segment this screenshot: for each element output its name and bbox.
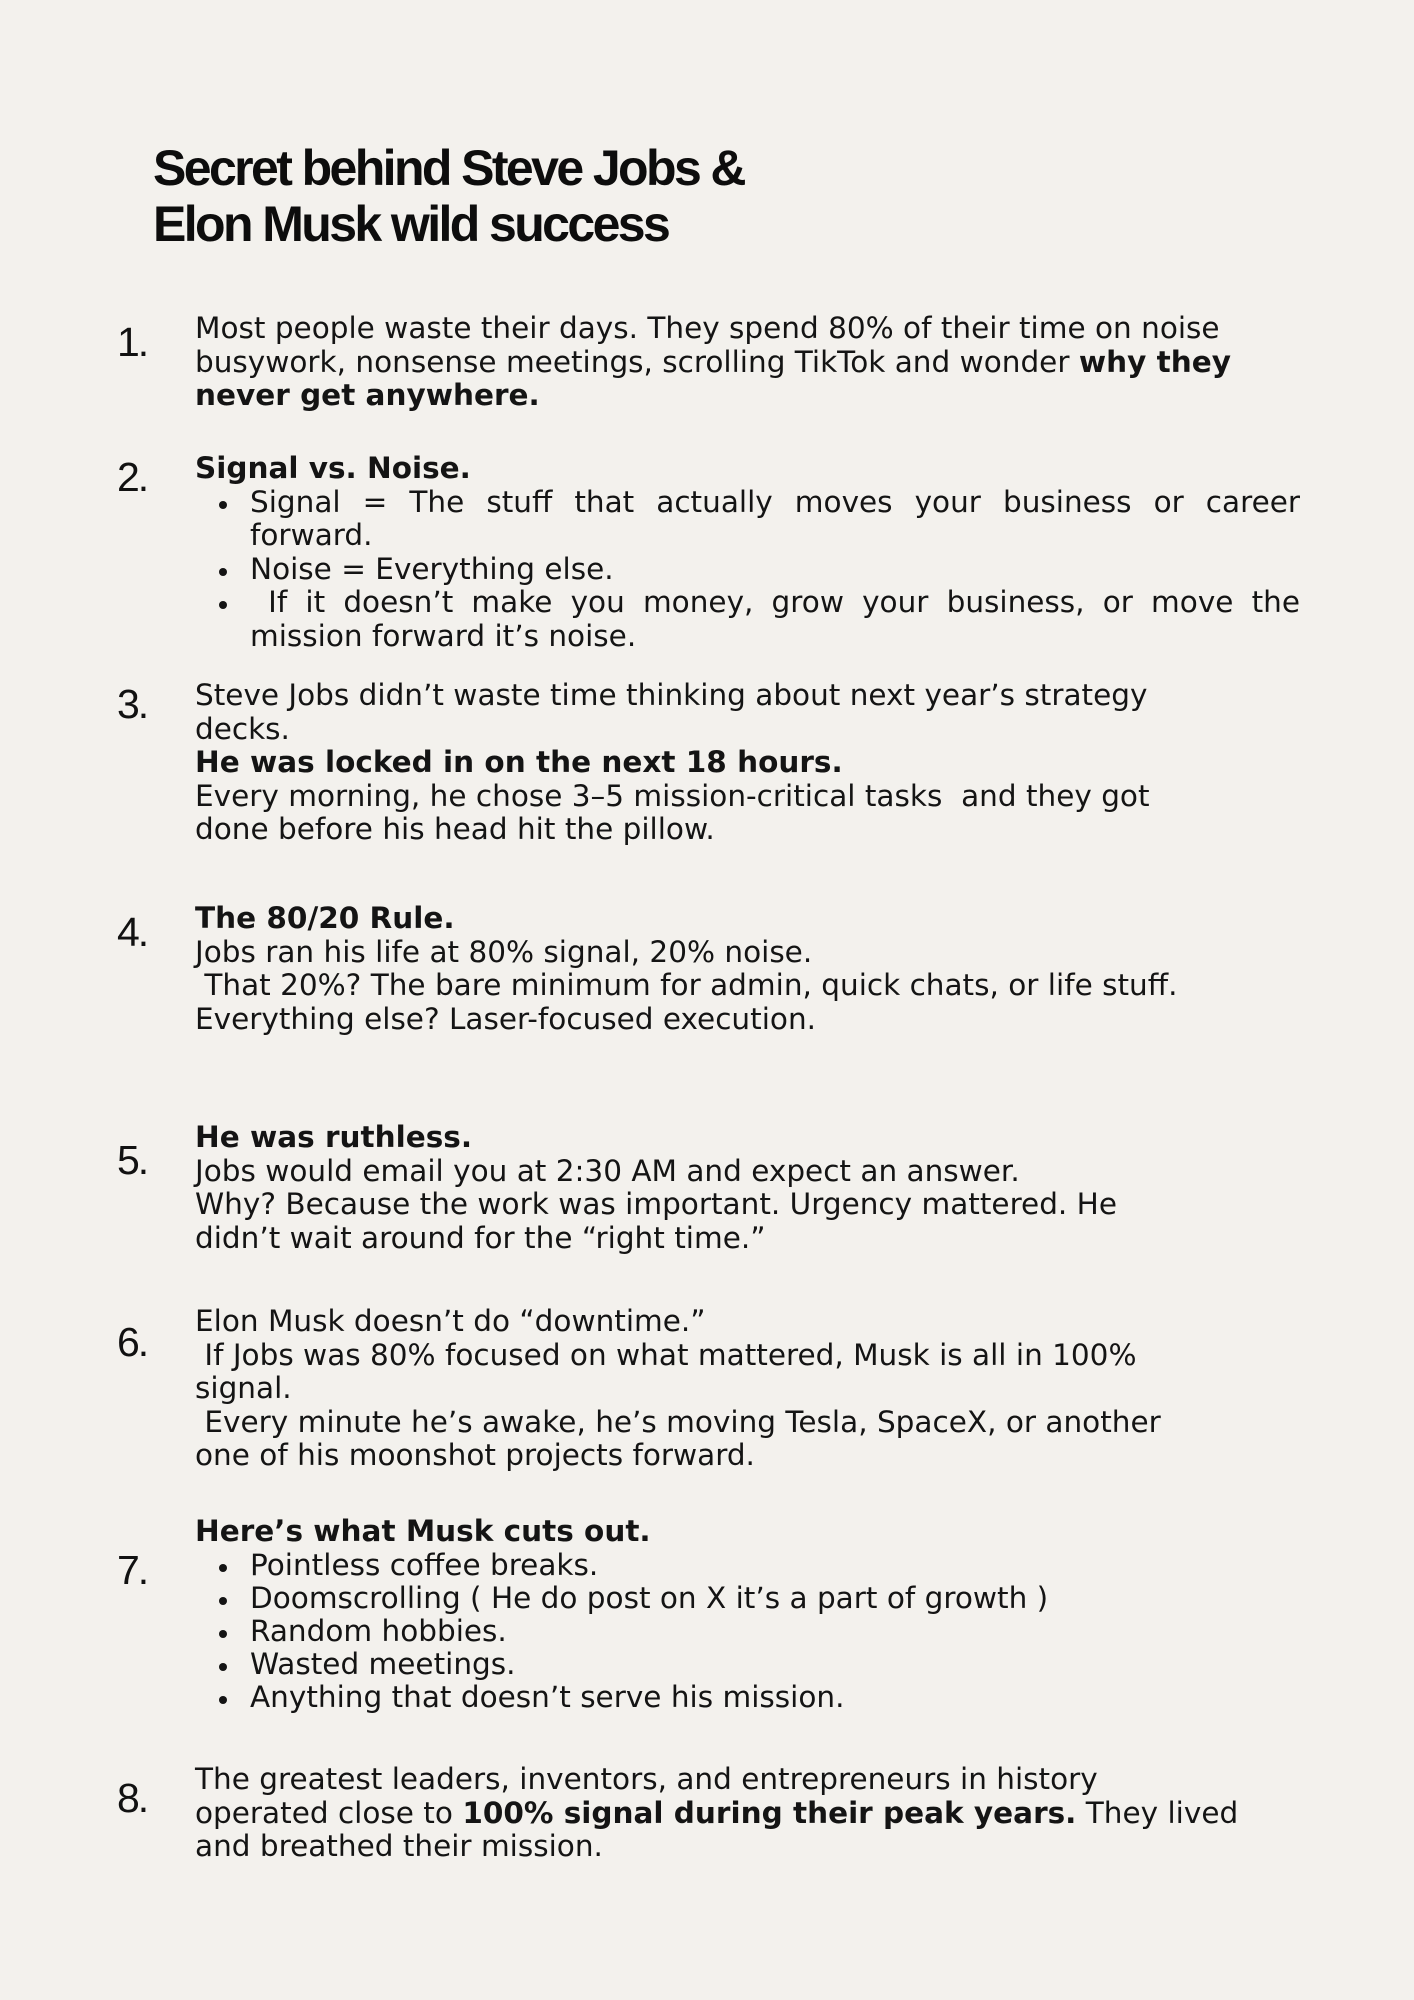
musk-cuts-list: [195, 1549, 1300, 1714]
item-7: [195, 1515, 1300, 1714]
page-title: [153, 140, 744, 252]
list-item: Doomscrolling ( He do post on X it’s a part of growth ): [195, 1582, 1300, 1615]
item-2: [195, 451, 1310, 653]
list-item: Signal = The stuff that actually moves your business or career forward.: [195, 486, 1300, 553]
item-4: The 80/20 Rule. Jobs ran his life at 80% signal, 20% noise. That 20%? The bare minimum for admin, quick chats, or life stuff. Everything else? Laser-focused execution.: [195, 901, 1178, 1036]
item-number-3: 3.: [117, 681, 148, 727]
item-number-1: 1.: [117, 319, 148, 365]
list-item: Anything that doesn’t serve his mission.: [195, 1681, 1300, 1714]
title-line-2: Elon Musk wild success: [153, 196, 669, 252]
list-item: Random hobbies.: [195, 1615, 1300, 1648]
item-2-heading: Signal vs. Noise.: [195, 451, 471, 485]
item-number-8: 8.: [117, 1775, 148, 1821]
item-number-6: 6.: [117, 1319, 148, 1365]
title-line-1: Secret behind Steve Jobs &: [153, 140, 744, 196]
list-item: If it doesn’t make you money, grow your business, or move the mission forward it’s noise.: [195, 586, 1300, 653]
item-number-4: 4.: [117, 909, 148, 955]
item-8: The greatest leaders, inventors, and entrepreneurs in history operated close to 100% signal during their peak years. They lived and breathed their mission.: [195, 1762, 1239, 1863]
item-number-7: 7.: [117, 1547, 148, 1593]
item-3: Steve Jobs didn’t waste time thinking about next year’s strategy decks. He was locked in on the next 18 hours. Every morning, he chose 3–5 mission-critical tasks and they got done before his head hit the pillow.: [195, 678, 1150, 846]
item-5: He was ruthless. Jobs would email you at 2:30 AM and expect an answer. Why? Because the work was important. Urgency mattered. He didn’t wait around for the “right time.”: [195, 1120, 1118, 1255]
item-4-heading: The 80/20 Rule.: [195, 901, 455, 935]
item-7-heading: Here’s what Musk cuts out.: [195, 1514, 651, 1548]
item-5-heading: He was ruthless.: [195, 1120, 473, 1154]
item-number-2: 2.: [117, 454, 148, 500]
list-item: Noise = Everything else.: [195, 553, 1300, 587]
item-6: Elon Musk doesn’t do “downtime.” If Jobs was 80% focused on what mattered, Musk is all in 100% signal. Every minute he’s awake, he’s moving Tesla, SpaceX, or another one of his moonshot projects forward.: [195, 1304, 1161, 1472]
item-1: Most people waste their days. They spend 80% of their time on noise busywork, nonsense meetings, scrolling TikTok and wonder why they never get anywhere.: [195, 311, 1231, 412]
list-item: Pointless coffee breaks.: [195, 1549, 1300, 1582]
signal-noise-list: [195, 484, 1310, 654]
item-number-5: 5.: [117, 1137, 148, 1183]
list-item: Wasted meetings.: [195, 1648, 1300, 1681]
